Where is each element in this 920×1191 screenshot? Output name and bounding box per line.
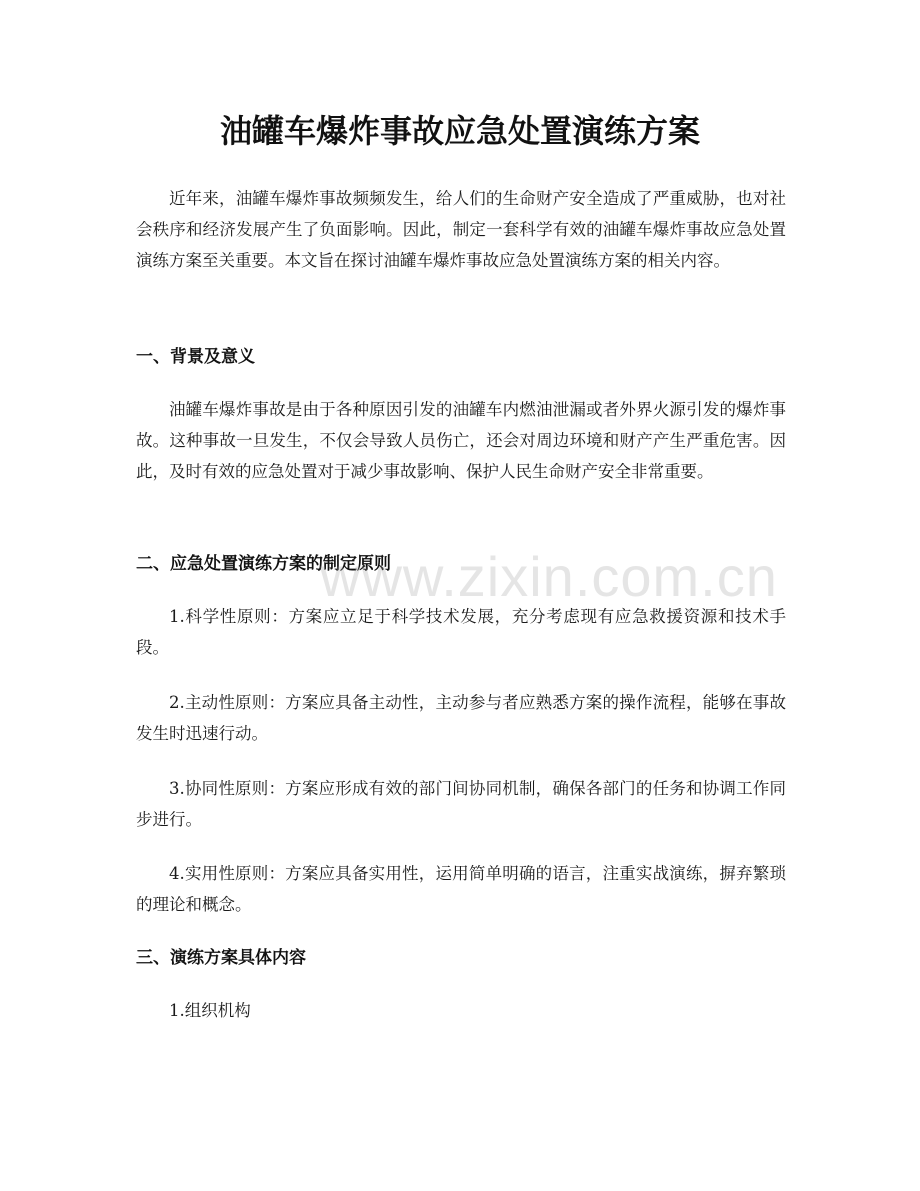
principle-item-2: 2.主动性原则：方案应具备主动性，主动参与者应熟悉方案的操作流程，能够在事故发生时迅速行动。	[136, 693, 786, 743]
section-3-heading: 三、演练方案具体内容	[136, 948, 306, 968]
intro-paragraph: 近年来，油罐车爆炸事故频频发生，给人们的生命财产安全造成了严重威胁，也对社会秩序和经济发展产生了负面影响。因此，制定一套科学有效的油罐车爆炸事故应急处置演练方案至关重要。本文旨在探讨油罐车爆炸事故应急处置演练方案的相关内容。	[136, 189, 786, 270]
watermark: www.zixin.com.cn	[320, 545, 778, 608]
section-1-heading: 一、背景及意义	[136, 347, 255, 367]
principle-item-1: 1.科学性原则：方案应立足于科学技术发展，充分考虑现有应急救援资源和技术手段。	[136, 607, 786, 657]
section-1-paragraph: 油罐车爆炸事故是由于各种原因引发的油罐车内燃油泄漏或者外界火源引发的爆炸事故。这种事故一旦发生，不仅会导致人员伤亡，还会对周边环境和财产产生严重危害。因此，及时有效的应急处置对于减少事故影响、保护人民生命财产安全非常重要。	[136, 400, 786, 481]
principle-item-3: 3.协同性原则：方案应形成有效的部门间协同机制，确保各部门的任务和协调工作同步进行。	[136, 779, 786, 829]
section-2-heading: 二、应急处置演练方案的制定原则	[136, 554, 391, 574]
principle-item-4: 4.实用性原则：方案应具备实用性，运用简单明确的语言，注重实战演练，摒弃繁琐的理论和概念。	[136, 864, 786, 914]
document-title: 油罐车爆炸事故应急处置演练方案	[219, 112, 700, 150]
content-item-1: 1.组织机构	[169, 1001, 251, 1020]
